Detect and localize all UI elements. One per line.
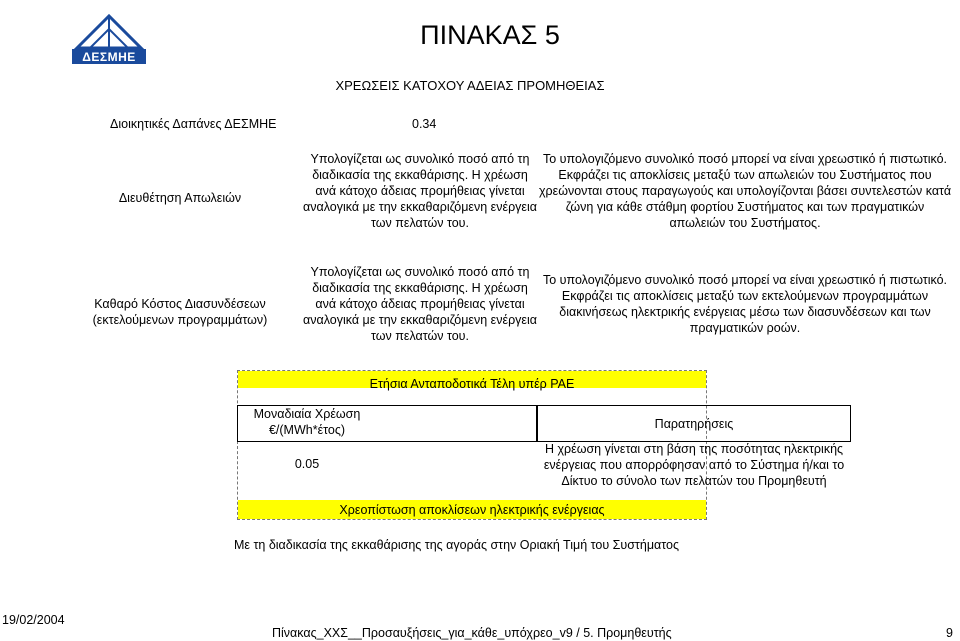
admin-costs-value: 0.34 <box>412 117 437 131</box>
page-subtitle: ΧΡΕΩΣΕΙΣ ΚΑΤΟΧΟΥ ΑΔΕΙΑΣ ΠΡΟΜΗΘΕΙΑΣ <box>335 78 605 93</box>
interconnections-note-text: Το υπολογιζόμενο συνολικό ποσό μπορεί να είναι χρεωστικό ή πιστωτικό. Εκφράζει τις αποκλίσεις μεταξύ των εκτελούμενων προγραμμάτων διακινήσεως ηλεκτρικής ενέργειας μέσω των διασυνδέσεων και των πραγματικών ροών. <box>542 273 948 335</box>
logo-text: ΔΕΣΜΗΕ <box>82 50 136 64</box>
losses-label: Διευθέτηση Απωλειών <box>118 191 242 205</box>
remarks-text: Η χρέωση γίνεται στη βάση της ποσότητας ηλεκτρικής ενέργειας που απορρόφησαν από το Σύστημα ή/και το Δίκτυο το σύνολο των πελατών του Προμηθευτή <box>543 442 845 488</box>
admin-costs-label: Διοικητικές Δαπάνες ΔΕΣΜΗΕ <box>110 117 277 131</box>
unit-charge-header: Μοναδιαία Χρέωση €/(MWh*έτος) <box>253 407 361 437</box>
remarks-header: Παρατηρήσεις <box>654 417 734 431</box>
losses-note-text: Το υπολογιζόμενο συνολικό ποσό μπορεί να είναι χρεωστικό ή πιστωτικό. Εκφράζει τις αποκλίσεις μεταξύ των απωλειών του Συστήματος που χρεώνονται στους παραγωγούς και υπολογίζονται βάσει συντελεστών κατά ζώνη για κάθε στάθμη φορτίου Συστήματος και των πραγματικών απωλειών του Συστήματος. <box>538 152 952 230</box>
interconnections-label: Καθαρό Κόστος Διασυνδέσεων (εκτελούμενων προγραμμάτων) <box>92 297 268 327</box>
losses-calc-text: Υπολογίζεται ως συνολικό ποσό από τη διαδικασία της εκκαθάρισης. Η χρέωση ανά κάτοχο άδειας προμήθειας γίνεται αναλογικά με την εκκαθαριζόμενη ενέργεια των πελατών του. <box>302 152 538 230</box>
page-title: ΠΙΝΑΚΑΣ 5 <box>420 20 560 50</box>
footer-date: 19/02/2004 <box>2 613 65 627</box>
deviation-banner: Χρεοπίστωση αποκλίσεων ηλεκτρικής ενέργειας <box>339 503 605 517</box>
footer-filename: Πίνακας_ΧΧΣ__Προσαυξήσεις_για_κάθε_υπόχρεο_v9 / 5. Προμηθευτής <box>272 626 672 640</box>
deviation-text: Με τη διαδικασία της εκκαθάρισης της αγοράς στην Οριακή Τιμή του Συστήματος <box>234 538 679 552</box>
footer-page-number: 9 <box>946 626 953 640</box>
unit-charge-value: 0.05 <box>294 457 320 471</box>
interconnections-calc-text: Υπολογίζεται ως συνολικό ποσό από τη διαδικασία της εκκαθάρισης. Η χρέωση ανά κάτοχο άδειας προμήθειας γίνεται αναλογικά με την εκκαθαριζόμενη ενέργεια των πελατών του. <box>302 265 538 343</box>
rae-banner: Ετήσια Ανταποδοτικά Τέλη υπέρ ΡΑΕ <box>369 377 575 391</box>
desmie-logo <box>72 12 146 64</box>
